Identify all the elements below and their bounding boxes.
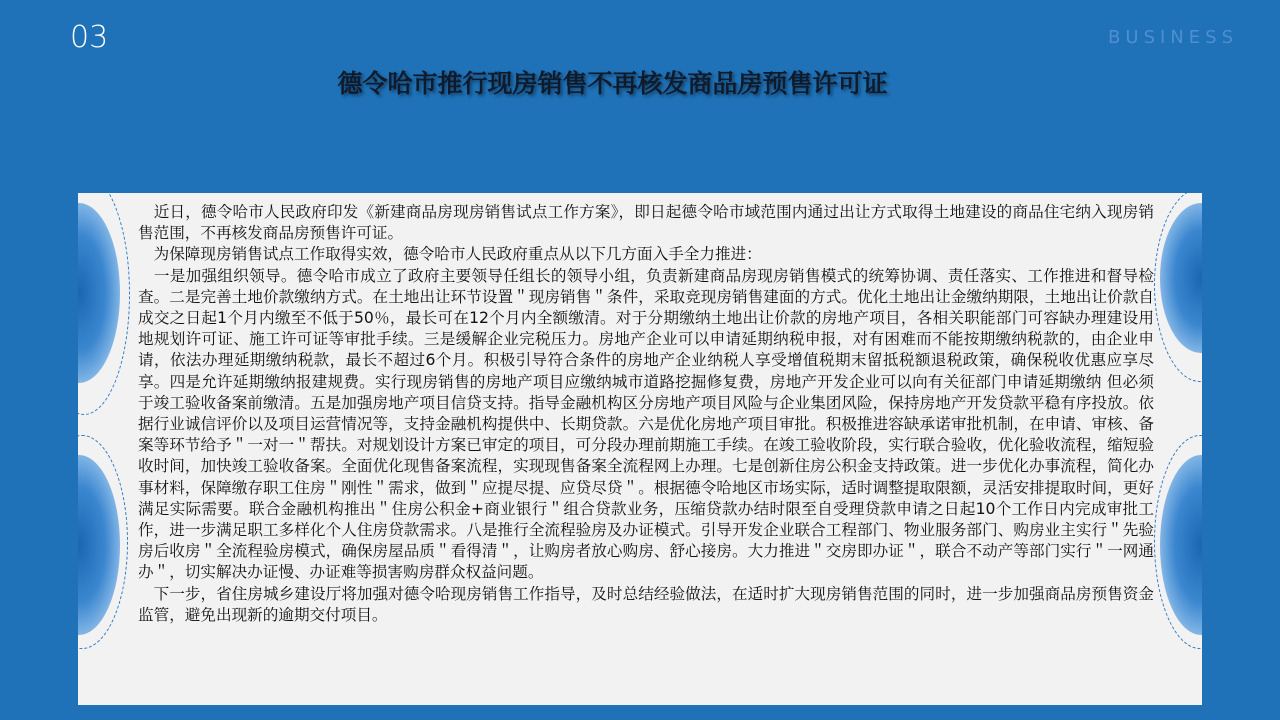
paragraph: 下一步，省住房城乡建设厅将加强对德令哈现房销售工作指导，及时总结经验做法，在适时扩大现房销售范围的同时，进一步加强商品房预售资金监管，避免出现新的逾期交付项目。 [138,584,1154,624]
paragraph: 一是加强组织领导。德令哈市成立了政府主要领导任组长的领导小组，负责新建商品房现房销售模式的统筹协调、责任落实、工作推进和督导检查。二是完善土地价款缴纳方式。在土地出让环节设置＂现房销售＂条件，采取竞现房销售建面的方式。优化土地出让金缴纳期限，土地出让价款自成交之日起1个月内缴至不低于50％，最长可在12个月内全额缴清。对于分期缴纳土地出让价款的房地产项目，各相关职能部门可容缺办理建设用地规划许可证、施工许可证等审批手续。三是缓解企业完税压力。房地产企业可以申请延期纳税申报，对有困难而不能按期缴纳税款的，由企业申请，依法办理延期缴纳税款，最长不超过6个月。积极引导符合条件的房地产企业纳税人享受增值税期末留抵税额退税政策，确保税收优惠应享尽享。四是允许延期缴纳报建规费。实行现房销售的房地产项目应缴纳城市道路挖掘修复费，房地产开发企业可以向有关征部门申请延期缴纳 但必须于竣工验收备案前缴清。五是加强房地产项目信贷支持。指导金融机构区分房地产项目风险与企业集团风险，保持房地产开发贷款平稳有序投放。依据行业诚信评价以及项目运营情况等，支持金融机构提供中、长期贷款。六是优化房地产项目审批。积极推进容缺承诺审批机制，在申请、审核、备案等环节给予＂一对一＂帮扶。对规划设计方案已审定的项目，可分段办理前期施工手续。在竣工验收阶段，实行联合验收，优化验收流程，缩短验收时间，加快竣工验收备案。全面优化现售备案流程，实现现售备案全流程网上办理。七是创新住房公积金支持政策。进一步优化办事流程，简化办事材料，保障缴存职工住房＂刚性＂需求，做到＂应提尽提、应贷尽贷＂。根据德令哈地区市场实际，适时调整提取限额，灵活安排提取时间，更好满足实际需要。联合金融机构推出＂住房公积金+商业银行＂组合贷款业务，压缩贷款办结时限至自受理贷款申请之日起10个工作日内完成审批工作，进一步满足职工多样化个人住房贷款需求。八是推行全流程验房及办证模式。引导开发企业联合工程部门、物业服务部门、购房业主实行＂先验房后收房＂全流程验房模式，确保房屋品质＂看得清＂，让购房者放心购房、舒心接房。大力推进＂交房即办证＂，联合不动产等部门实行＂一网通办＂，切实解决办证慢、办证难等损害购房群众权益问题。 [138,266,1154,582]
paragraph: 为保障现房销售试点工作取得实效，德令哈市人民政府重点从以下几方面入手全力推进： [138,245,762,264]
page-title: 德令哈市推行现房销售不再核发商品房预售许可证 [337,69,888,98]
slide-number: 03 [70,20,109,55]
brand-label: BUSINESS [1108,27,1238,48]
paragraph: 近日，德令哈市人民政府印发《新建商品房现房销售试点工作方案》，即日起德令哈市域范围内通过出让方式取得土地建设的商品住宅纳入现房销售范围，不再核发商品房预售许可证。 [138,203,1154,243]
article-body [138,202,1154,626]
